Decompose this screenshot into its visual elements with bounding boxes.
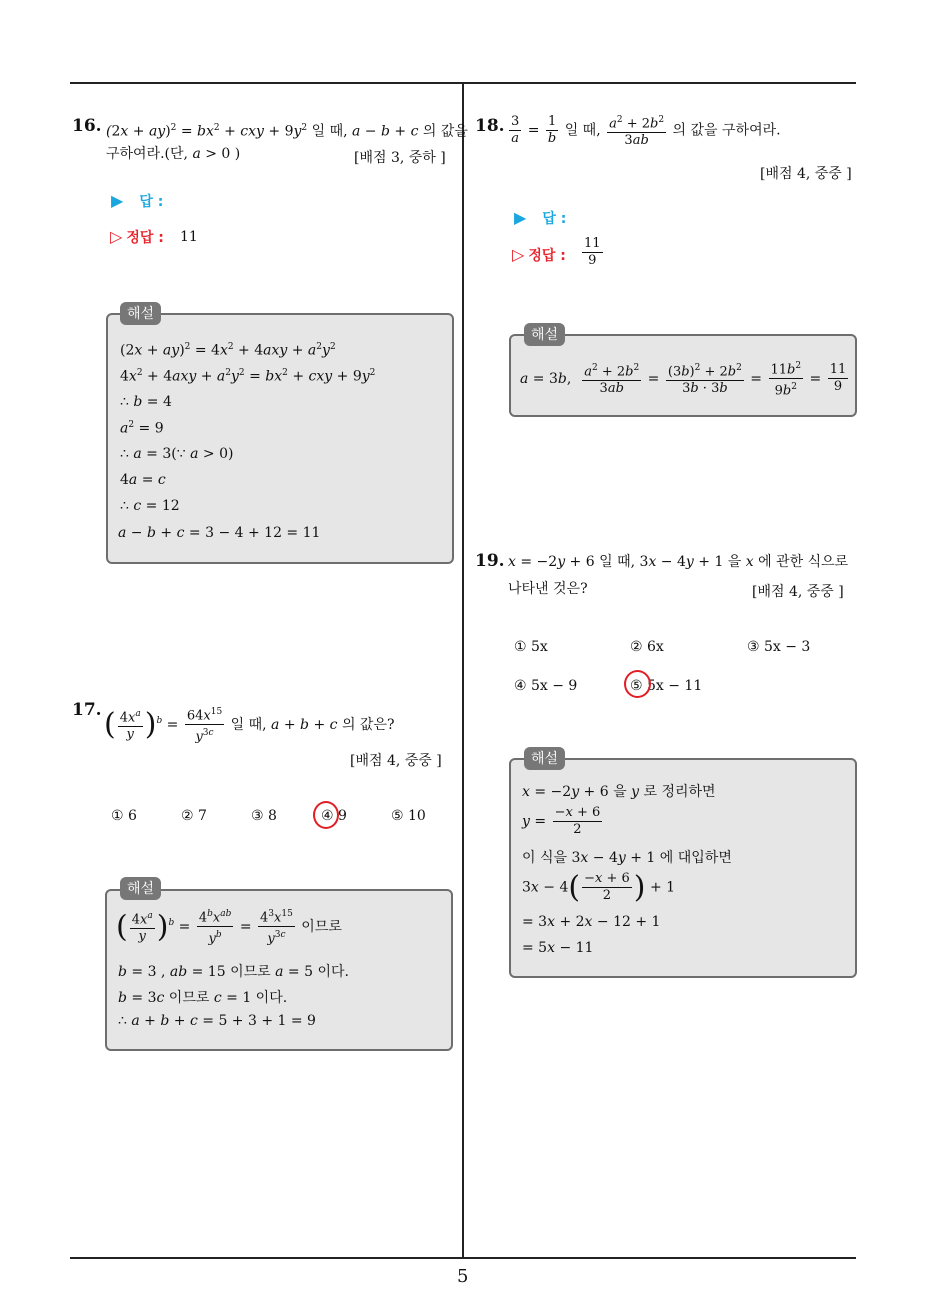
q16-sol-line-6: 4a = c — [120, 472, 166, 488]
question-19-score: [배점 4, 중중 ] — [752, 584, 844, 600]
question-19-text-line2: 나타낸 것은? — [508, 581, 588, 597]
bottom-rule — [70, 1257, 856, 1259]
triangle-outline-icon: ▷ — [512, 245, 525, 264]
q19-choice-5[interactable]: ⑤ 5x − 11 — [630, 678, 703, 694]
question-18-answer-label: ▶ 답 : — [514, 208, 567, 227]
q19-choice-2[interactable]: ② 6x — [630, 639, 664, 655]
question-17-text: ( $\frac{4x^a}{y}$ )$^b$ = $\frac{64x^{15}}{y^{3c}}$ 일 때, a + b + c 의 값은? — [104, 704, 394, 746]
question-18-number: 18. — [475, 116, 505, 136]
q19-sol-line-6: = 5x − 11 — [522, 940, 594, 956]
q19-sol-line-3: 이 식을 3x − 4y + 1 에 대입하면 — [522, 850, 732, 866]
triangle-outline-icon: ▷ — [110, 227, 123, 246]
q16-sol-line-1: $(2x + ay)^2 = 4x^2 + 4axy + a^2y^2$ — [120, 342, 336, 359]
question-18-correct-value: $\frac{11}{9}$ — [584, 236, 601, 268]
question-17-number: 17. — [72, 700, 102, 720]
question-19-text-line1: x = −2y + 6 일 때, 3x − 4y + 1 을 x 에 관한 식으로 — [508, 554, 849, 570]
q18-sol-line-1: a = 3b, $\frac{a^2 + 2b^2}{3ab}$ = $\frac{(3b)^2 + 2b^2}{3b \cdot 3b}$ = $\frac{11b^2}{9b^2}$ = $\frac{11}{9}$ — [520, 358, 850, 400]
question-16-correct-label: ▷ 정답 : — [110, 227, 164, 246]
question-16-text-line1: $(2x + ay)^2 = bx^2$ + cxy + $9y^2$ 일 때, a − b + c 의 값을 — [106, 123, 468, 140]
question-18-solution-tag: 해설 — [524, 323, 565, 346]
q17-sol-line-4: ∴ a + b + c = 5 + 3 + 1 = 9 — [118, 1013, 316, 1029]
question-16-correct-value: 11 — [180, 229, 198, 245]
question-18-score: [배점 4, 중중 ] — [760, 166, 852, 182]
q19-marked-answer-circle — [624, 670, 651, 698]
question-19-solution-tag: 해설 — [524, 747, 565, 770]
q17-sol-line-2: b = 3 , ab = 15 이므로 a = 5 이다. — [118, 964, 349, 980]
q19-choice-3[interactable]: ③ 5x − 3 — [747, 639, 811, 655]
q19-sol-line-5: = 3x + 2x − 12 + 1 — [522, 914, 661, 930]
q16-sol-line-2: $4x^2 + 4axy + a^2y^2 = bx^2$ + cxy + $9y^2$ — [120, 368, 376, 385]
triangle-right-icon: ▶ — [111, 191, 124, 210]
q19-sol-line-2: y = $\frac{-x + 6}{2}$ — [522, 805, 601, 837]
column-divider — [462, 82, 464, 1258]
question-17-solution-tag: 해설 — [120, 877, 161, 900]
triangle-right-icon: ▶ — [514, 208, 527, 227]
question-16-text-line2: 구하여라.(단, a > 0 ) — [106, 146, 241, 162]
question-18-text: $\frac{3}{a}$ = $\frac{1}{b}$ 일 때, $\frac{a^2 + 2b^2}{3ab}$ 의 값을 구하여라. — [507, 112, 781, 149]
q16-sol-line-7: ∴ c = 12 — [120, 498, 180, 514]
q19-choice-1[interactable]: ① 5x — [514, 639, 548, 655]
question-19-number: 19. — [475, 551, 505, 571]
q17-choice-1[interactable]: ① 6 — [111, 808, 137, 824]
q16-sol-line-5: ∴ a = 3(∵ a > 0) — [120, 446, 234, 462]
q16-sol-line-8: a − b + c = 3 − 4 + 12 = 11 — [118, 525, 321, 541]
q19-choice-4[interactable]: ④ 5x − 9 — [514, 678, 578, 694]
question-18-correct-label: ▷ 정답 : — [512, 245, 566, 264]
question-16-solution-tag: 해설 — [120, 302, 161, 325]
q17-choice-4[interactable]: ④ 9 — [321, 808, 347, 824]
question-16-number: 16. — [72, 116, 102, 136]
q17-choice-3[interactable]: ③ 8 — [251, 808, 277, 824]
q17-sol-line-3: b = 3c 이므로 c = 1 이다. — [118, 990, 288, 1006]
q16-sol-line-3: ∴ b = 4 — [120, 394, 172, 410]
question-16-answer-label: ▶ 답 : — [111, 191, 164, 210]
question-17-score: [배점 4, 중중 ] — [350, 753, 442, 769]
q17-choice-2[interactable]: ② 7 — [181, 808, 207, 824]
q17-marked-answer-circle — [313, 801, 339, 829]
q19-sol-line-4: 3x − 4( $\frac{-x + 6}{2}$ ) + 1 — [522, 870, 676, 905]
question-16-score: [배점 3, 중하 ] — [354, 150, 446, 166]
q17-choice-5[interactable]: ⑤ 10 — [391, 808, 426, 824]
q19-sol-line-1: x = −2y + 6 을 y 로 정리하면 — [522, 784, 716, 800]
q17-sol-line-1: ( $\frac{4x^a}{y}$ )$^b$ = $\frac{4^bx^{ab}}{y^b}$ = $\frac{4^3x^{15}}{y^{3c}}$ 이므로 — [116, 906, 342, 948]
page-number: 5 — [457, 1266, 469, 1287]
q16-sol-line-4: $a^2 = 9$ — [120, 420, 164, 437]
